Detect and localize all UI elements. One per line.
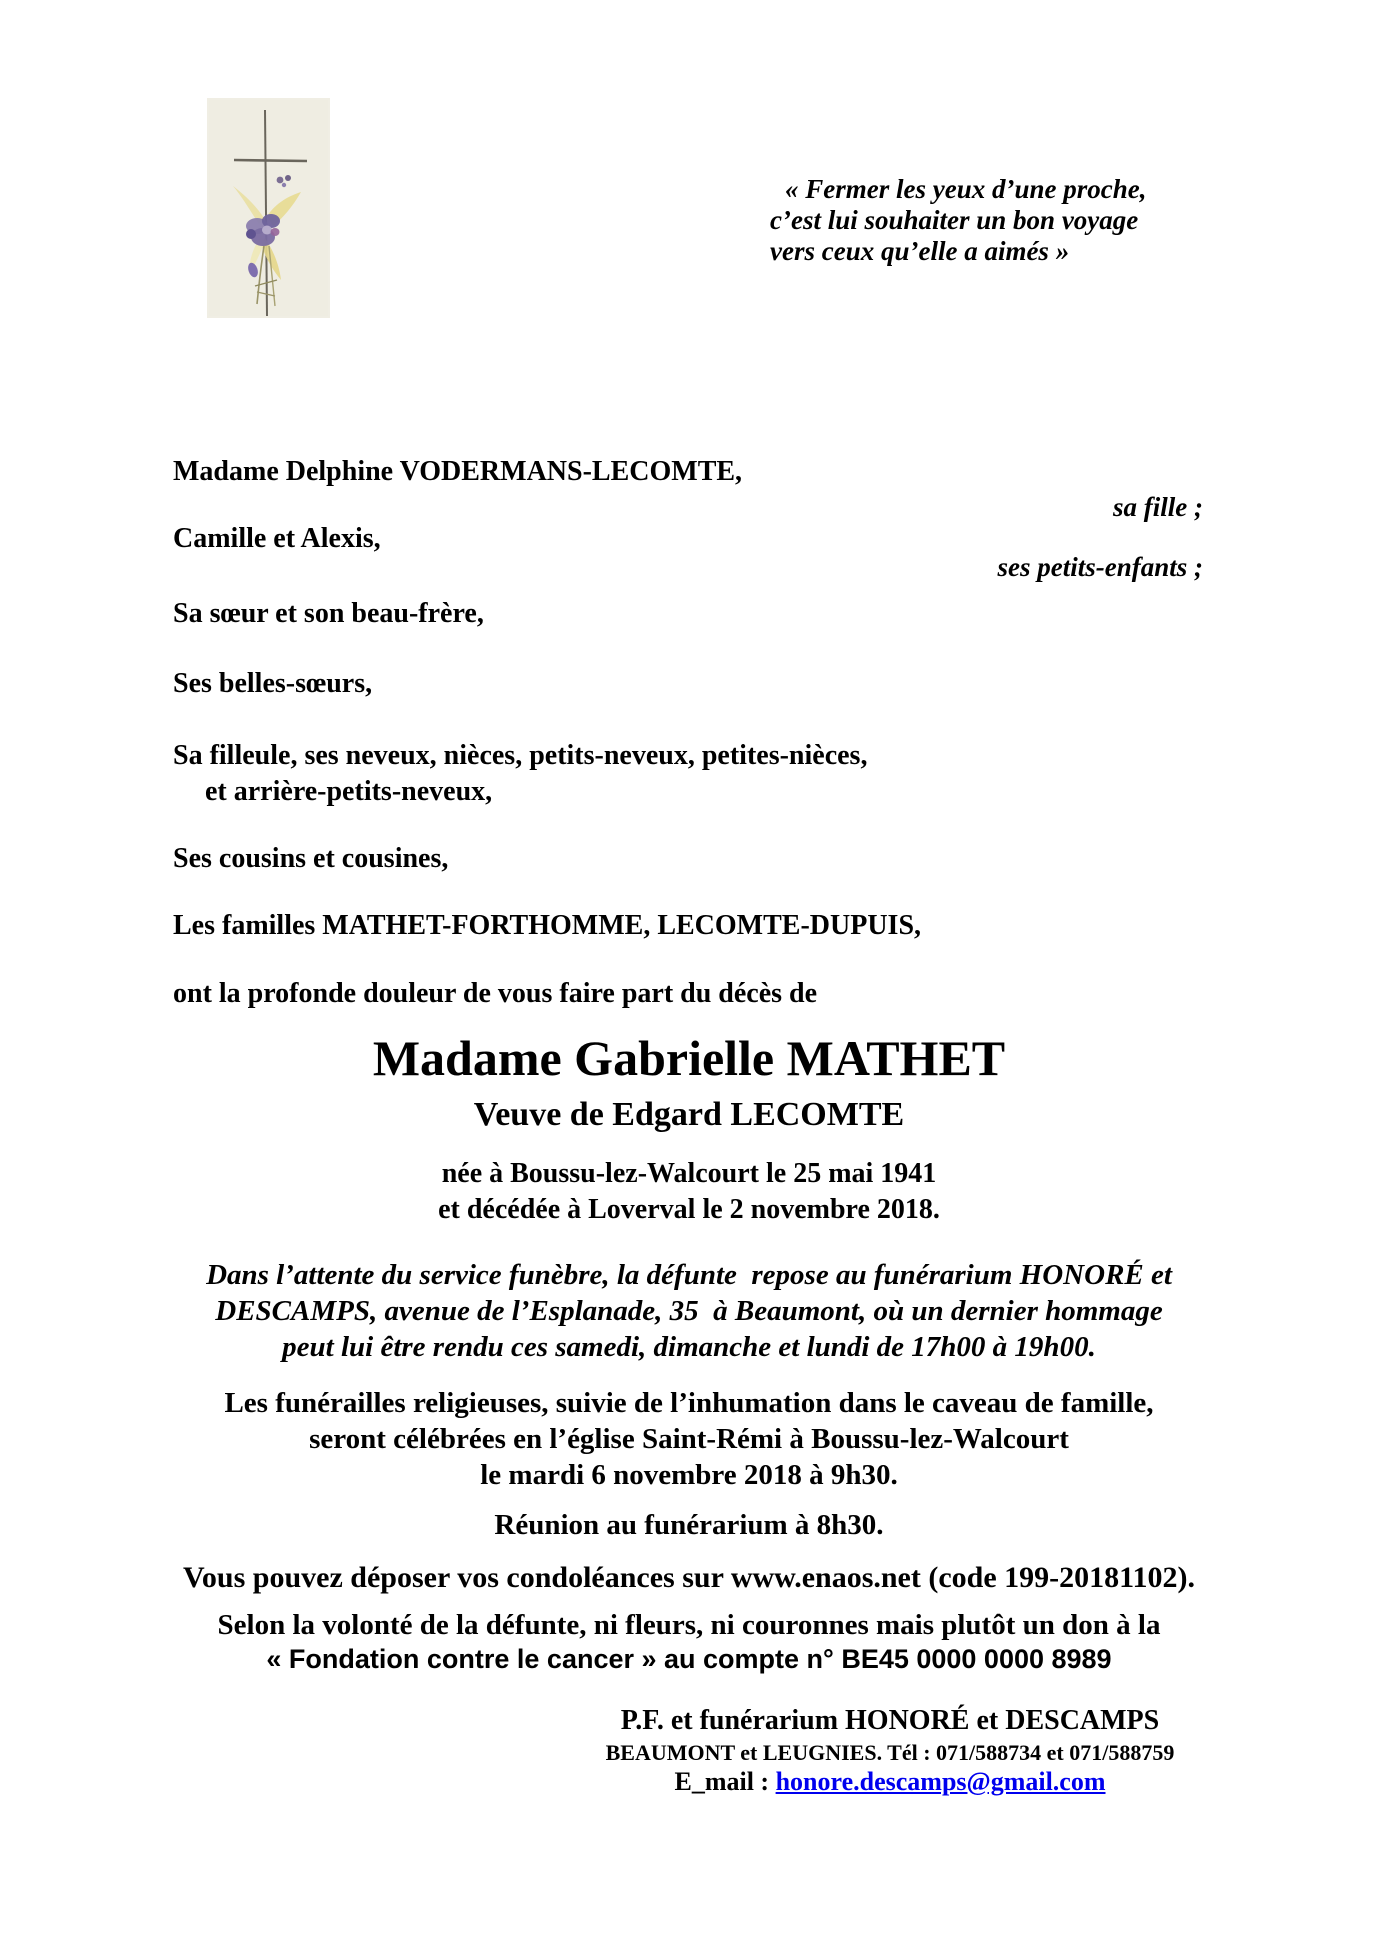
funeral-line-1: Les funérailles religieuses, suivie de l’inhumation dans le caveau de famille, (224, 1387, 1154, 1419)
funeral-home-phone: BEAUMONT et LEUGNIES. Tél : 071/588734 et 071/588759 (605, 1740, 1175, 1765)
quote-line-3: vers ceux qu’elle a aimés » (770, 236, 1070, 266)
announcement-line: ont la profonde douleur de vous faire part du décès de (173, 978, 818, 1009)
cross-and-flowers-graphic (207, 98, 330, 318)
relation-grandchildren-label: ses petits-enfants ; (997, 552, 1203, 582)
condolences-line: Vous pouvez déposer vos condoléances sur www.enaos.net (code 199-20181102). (183, 1561, 1195, 1594)
family-grandchildren-line: Camille et Alexis, (173, 523, 381, 554)
death-line: et décédée à Loverval le 2 novembre 2018. (438, 1194, 940, 1225)
funeral-line-2: seront célébrées en l’église Saint-Rémi à Boussu-lez-Walcourt (309, 1423, 1069, 1455)
family-nieces-line-1: Sa filleule, ses neveux, nièces, petits-neveux, petites-nièces, (173, 740, 868, 771)
viewing-line-2: DESCAMPS, avenue de l’Esplanade, 35 à Beaumont, où un dernier hommage (215, 1295, 1163, 1327)
quote-line-1: « Fermer les yeux d’une proche, (785, 174, 1147, 204)
deceased-subtitle: Veuve de Edgard LECOMTE (473, 1096, 905, 1133)
funeral-home-name: P.F. et funérarium HONORÉ et DESCAMPS (620, 1705, 1160, 1736)
donation-line-2: « Fondation contre le cancer » au compte n° BE45 0000 0000 8989 (266, 1644, 1112, 1674)
funeral-line-3: le mardi 6 novembre 2018 à 9h30. (480, 1459, 898, 1491)
donation-line-1: Selon la volonté de la défunte, ni fleurs, ni couronnes mais plutôt un don à la (217, 1609, 1161, 1641)
meeting-line: Réunion au funérarium à 8h30. (494, 1509, 884, 1541)
email-label: E_mail : (674, 1767, 776, 1796)
email-line (402, 1766, 1378, 1797)
funeral-home-block (402, 0, 1378, 1949)
quote-line-2: c’est lui souhaiter un bon voyage (770, 205, 1139, 235)
viewing-line-3: peut lui être rendu ces samedi, dimanche et lundi de 17h00 à 19h00. (282, 1331, 1096, 1363)
family-nieces-line-2: et arrière-petits-neveux, (205, 776, 493, 807)
email-link[interactable]: honore.descamps@gmail.com (775, 1767, 1106, 1796)
family-daughter-line: Madame Delphine VODERMANS-LECOMTE, (173, 456, 743, 487)
family-cousins-line: Ses cousins et cousines, (173, 843, 449, 874)
birth-line: née à Boussu-lez-Walcourt le 25 mai 1941 (441, 1158, 937, 1189)
deceased-name: Madame Gabrielle MATHET (372, 1030, 1006, 1086)
relation-daughter-label: sa fille ; (1113, 492, 1203, 522)
family-sister-line: Sa sœur et son beau-frère, (173, 598, 484, 629)
viewing-line-1: Dans l’attente du service funèbre, la défunte repose au funérarium HONORÉ et (206, 1259, 1172, 1291)
family-sisters-in-law-line: Ses belles-sœurs, (173, 668, 373, 699)
cross-and-flowers-image (207, 98, 330, 318)
family-families-line: Les familles MATHET-FORTHOMME, LECOMTE-DUPUIS, (173, 910, 922, 941)
